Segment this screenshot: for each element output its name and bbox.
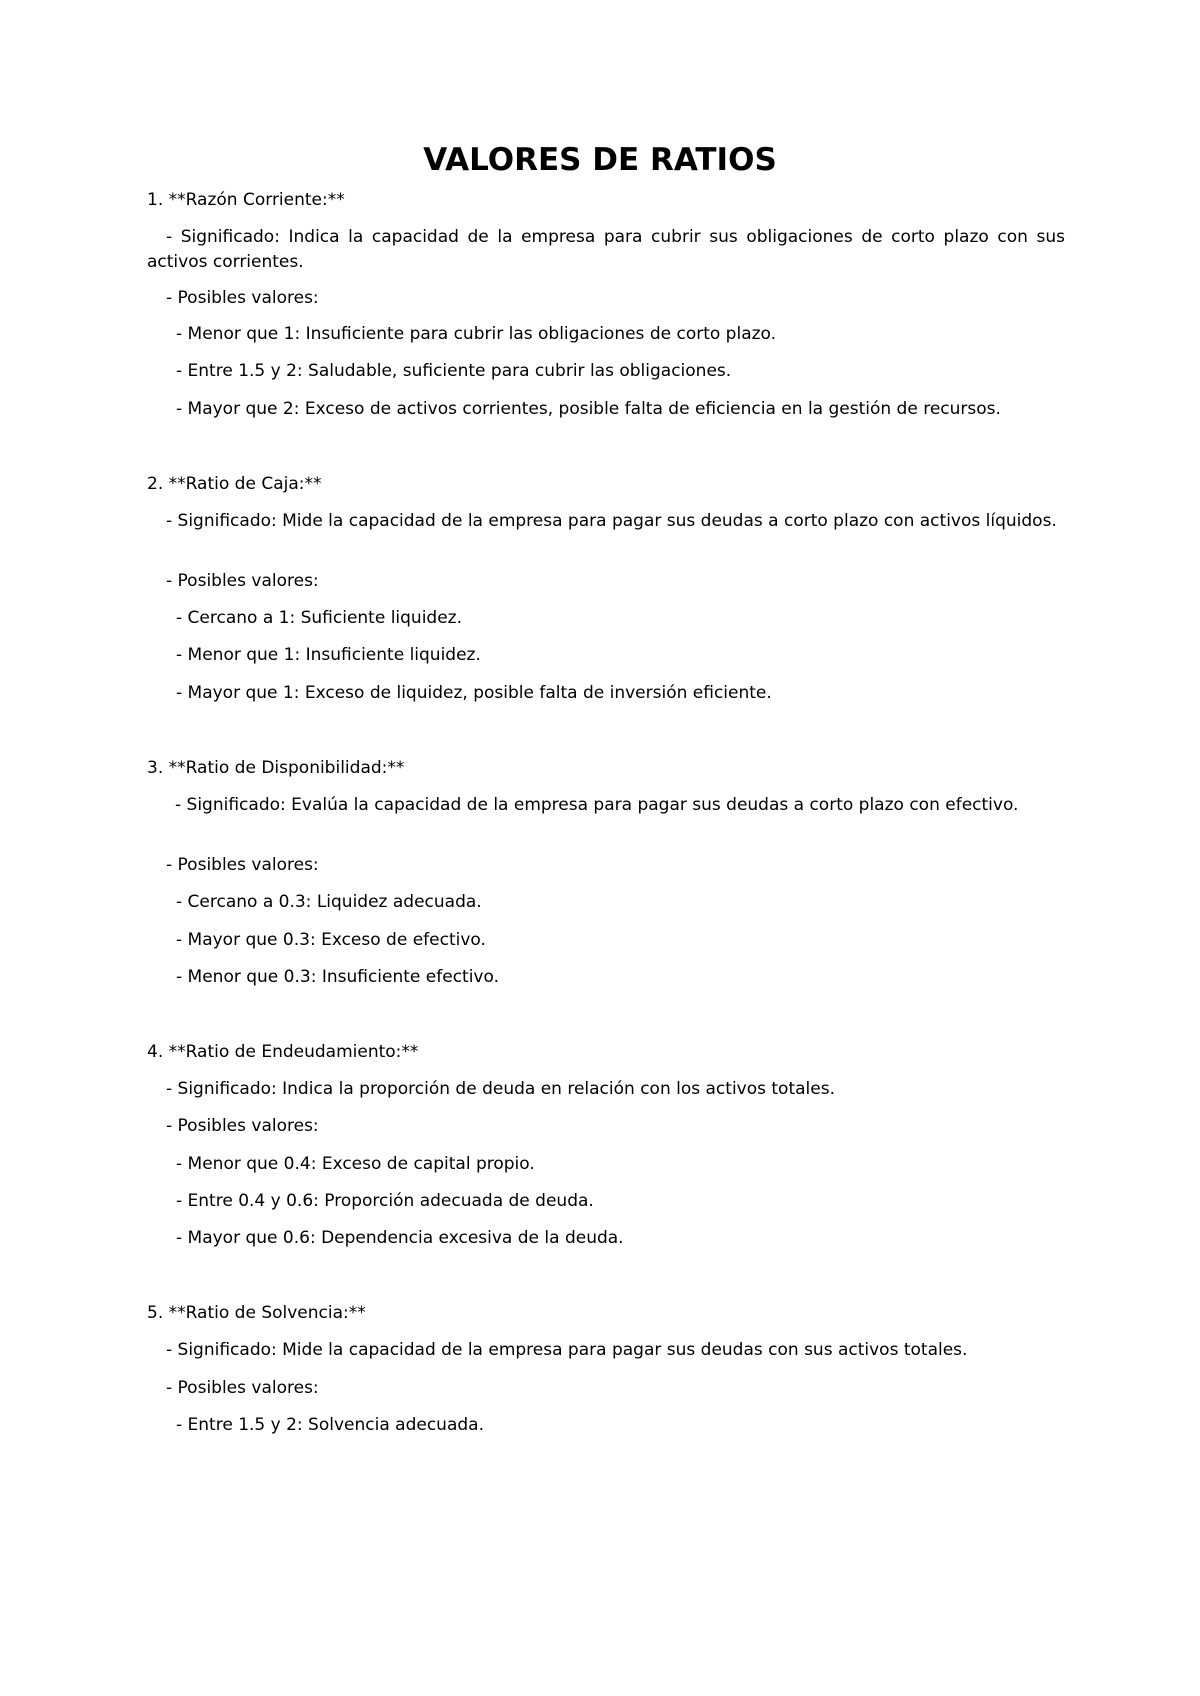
section-heading: 4. **Ratio de Endeudamiento:** — [147, 1042, 419, 1062]
section-heading: 3. **Ratio de Disponibilidad:** — [147, 758, 405, 778]
values-label: - Posibles valores: — [166, 1378, 319, 1398]
section-heading: 2. **Ratio de Caja:** — [147, 474, 322, 494]
value-item: - Entre 0.4 y 0.6: Proporción adecuada de deuda. — [176, 1191, 594, 1211]
values-label: - Posibles valores: — [166, 288, 319, 308]
section-meaning: - Significado: Evalúa la capacidad de la empresa para pagar sus deudas a corto plazo con efectivo. — [175, 795, 1019, 815]
value-item: - Menor que 0.4: Exceso de capital propio. — [176, 1154, 535, 1174]
value-item: - Entre 1.5 y 2: Saludable, suficiente para cubrir las obligaciones. — [176, 361, 732, 381]
section-meaning: - Significado: Mide la capacidad de la empresa para pagar sus deudas a corto plazo con activos líquidos. — [166, 511, 1057, 531]
value-item: - Mayor que 0.6: Dependencia excesiva de la deuda. — [176, 1228, 624, 1248]
value-item: - Mayor que 2: Exceso de activos corrientes, posible falta de eficiencia en la gestión de recursos. — [176, 399, 1001, 419]
value-item: - Menor que 1: Insuficiente liquidez. — [176, 645, 481, 665]
value-item: - Entre 1.5 y 2: Solvencia adecuada. — [176, 1415, 484, 1435]
section-meaning: - Significado: Indica la proporción de deuda en relación con los activos totales. — [166, 1079, 835, 1099]
value-item: - Mayor que 0.3: Exceso de efectivo. — [176, 930, 486, 950]
section-heading: 1. **Razón Corriente:** — [147, 190, 345, 210]
value-item: - Menor que 1: Insuficiente para cubrir las obligaciones de corto plazo. — [176, 324, 777, 344]
value-item: - Mayor que 1: Exceso de liquidez, posible falta de inversión eficiente. — [176, 683, 772, 703]
section-meaning: - Significado: Mide la capacidad de la empresa para pagar sus deudas con sus activos totales. — [166, 1340, 968, 1360]
value-item: - Cercano a 0.3: Liquidez adecuada. — [176, 892, 482, 912]
section-heading: 5. **Ratio de Solvencia:** — [147, 1303, 366, 1323]
page-title: VALORES DE RATIOS — [423, 142, 777, 178]
section-meaning: - Significado: Indica la capacidad de la empresa para cubrir sus obligaciones de corto plazo con sus activos corrientes. — [147, 227, 1065, 272]
value-item: - Cercano a 1: Suficiente liquidez. — [176, 608, 463, 628]
value-item: - Menor que 0.3: Insuficiente efectivo. — [176, 967, 499, 987]
values-label: - Posibles valores: — [166, 571, 319, 591]
values-label: - Posibles valores: — [166, 1116, 319, 1136]
values-label: - Posibles valores: — [166, 855, 319, 875]
